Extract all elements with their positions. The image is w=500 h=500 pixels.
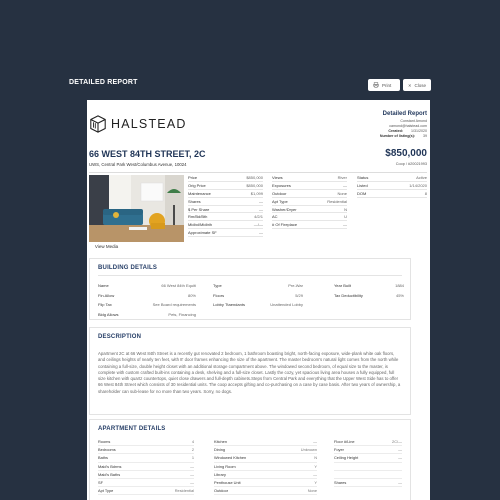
fact-row	[272, 213, 347, 221]
building-row-value: Pre-War	[288, 283, 303, 289]
apartment-row	[334, 479, 402, 487]
apartment-row-label: Bedrooms	[98, 447, 116, 453]
close-button[interactable]	[403, 79, 431, 91]
apartment-row-value: —	[190, 463, 194, 469]
apartment-row-label: Shares	[334, 480, 347, 486]
building-row-label: Lobby Ttaendants	[213, 302, 245, 308]
fact-row-value: U	[344, 214, 347, 220]
agent-name: Constant Amond	[400, 119, 427, 123]
fact-row-label: $ Per Share	[188, 206, 210, 212]
fact-row-label: Washer/Dryer	[272, 206, 297, 212]
fact-row-value: N	[344, 206, 347, 212]
apartment-row-label: Windowed Kitchen	[214, 455, 247, 461]
fact-row-label: Listed	[357, 182, 368, 188]
apartment-row-label: Rooms	[98, 439, 111, 445]
description-heading: DESCRIPTION	[98, 334, 142, 340]
building-row	[334, 281, 404, 291]
building-row-value: 1884	[395, 283, 404, 289]
fact-row	[272, 206, 347, 214]
apartment-row-label: Library	[214, 471, 226, 477]
fact-row-label: DOM	[357, 190, 367, 196]
fact-row-label: Midbd/Midbth	[188, 222, 213, 228]
apartment-row	[98, 438, 194, 446]
created-value: 1/31/2020	[411, 129, 427, 133]
fact-row-label: Orig Price	[188, 182, 206, 188]
apartment-row-value: —	[398, 480, 402, 486]
apartment-row	[214, 471, 317, 479]
facts-column-2	[272, 174, 347, 229]
apartment-row	[214, 479, 317, 487]
building-row-value: 5/29	[295, 292, 303, 298]
building-row-label: Bldg Allows	[98, 311, 119, 317]
fact-row-label: Status	[357, 174, 369, 180]
building-row	[213, 300, 303, 310]
building-row-label: Name	[98, 283, 109, 289]
apartment-row-label: SF	[98, 480, 103, 486]
printer-icon	[373, 82, 379, 88]
halstead-logo-icon	[89, 115, 107, 133]
fact-row-value: None	[337, 190, 347, 196]
fact-row-value: 4/2/1	[254, 214, 263, 220]
fact-row-label: Exposures	[272, 182, 291, 188]
apartment-column-2	[214, 438, 317, 495]
apartment-row-label: Dining	[214, 447, 226, 453]
fact-row-value: —/—	[253, 222, 263, 228]
fact-row-label: Price	[188, 174, 198, 180]
building-row-value: See Board requirements	[152, 302, 196, 308]
building-row	[334, 291, 404, 301]
building-row-value: Pets, Financing	[168, 311, 196, 317]
fact-row-label: Rm/Bd/Bth	[188, 214, 208, 220]
view-media-link[interactable]: View Media	[94, 244, 119, 249]
fact-row-value: $1,099	[250, 190, 263, 196]
report-info-heading: Detailed Report	[382, 111, 427, 117]
close-icon	[408, 83, 411, 88]
fact-row	[188, 213, 263, 221]
apartment-row-label: Apt Type	[98, 488, 114, 494]
apartment-row-value: N	[314, 455, 317, 461]
fact-row-value: $850,000	[246, 182, 263, 188]
listing-address: 66 WEST 84TH STREET, 2C	[89, 149, 206, 159]
fact-row	[272, 190, 347, 198]
listings-label: Number of listing(s):	[379, 134, 415, 138]
fact-row	[188, 221, 263, 229]
fact-row	[188, 182, 263, 190]
apartment-row	[214, 446, 317, 454]
apartment-row-value: Unknown	[300, 447, 317, 453]
fact-row	[188, 198, 263, 206]
apartment-row-value: Y	[314, 463, 317, 469]
fact-row-value: —	[343, 182, 347, 188]
building-column-2	[213, 281, 303, 310]
apartment-column-3	[334, 438, 402, 487]
building-details-heading: BUILDING DETAILS	[98, 265, 158, 271]
building-row-value: 80%	[187, 292, 196, 298]
report-header-bar	[69, 76, 431, 94]
living-room-image	[89, 175, 184, 242]
apartment-row-label: Foyer	[334, 447, 344, 453]
apartment-row	[334, 446, 402, 454]
apartment-row-value: Residential	[174, 488, 194, 494]
fact-row	[188, 174, 263, 182]
apartment-row	[334, 438, 402, 446]
fact-row	[357, 190, 427, 198]
fact-row-value: —	[259, 206, 263, 212]
listing-type: Coop / #20021993	[395, 162, 427, 166]
apartment-row-value: —	[313, 471, 317, 477]
fact-row-value: —	[259, 230, 263, 236]
apartment-row-value: —	[190, 471, 194, 477]
print-button[interactable]	[368, 79, 400, 91]
facts-column-3	[357, 174, 427, 198]
building-row	[98, 281, 196, 291]
apartment-row-label: Outdoor	[214, 488, 229, 494]
fact-row-label: AC	[272, 214, 278, 220]
facts-column-1	[188, 174, 263, 237]
apartment-row-label: Living Room	[214, 463, 236, 469]
fact-row	[357, 174, 427, 182]
apartment-row-value: 1	[191, 455, 194, 461]
apartment-row-label: Maid's Bdrms	[98, 463, 122, 469]
description-text: Apartment 2C at 66 West 84th Street is a recently gut renovated 2 bedroom, 1 bathroom boasting bright, north-facing exposure, wide-plank white oak floors, and ceilings heights of nearly ten feet, with 8' door frames enhancing the size of the apartment. The master bedroom's natural light comes from the north while containing a full-size, double height closet with an additional storage compartment above. The windowed second bedroom, of equal size to the master, is complete with custom crafted built-ins containing a desk, shelving and a full-size closet. Lastly the cozy, yet spacious living area houses a fully equipped, full size kitchen with quartz countertops, quiet close drawers and full-depth cabinets.Steps from Central Park and everything that the Upper West Side has to offer 66 West 84th Street which consists of 30 residential units. The coop accepts gifting and co-purchasing on a case by case basis. After two years of ownership, a shareholder can sub-lease for no more than two years. Sorry, no dogs.	[98, 351, 401, 394]
apartment-row-value: None	[307, 488, 317, 494]
fact-row-value: —	[259, 198, 263, 204]
building-row	[98, 291, 196, 301]
brand-name: HALSTEAD	[111, 117, 187, 131]
fact-row-label: # Of Fireplace	[272, 222, 298, 228]
apartment-row-value: —	[313, 439, 317, 445]
building-row	[213, 291, 303, 301]
fact-row-value: Active	[416, 174, 427, 180]
apartment-row	[98, 471, 194, 479]
fact-row-label: Apt Type	[272, 198, 288, 204]
apartment-row-label: Baths	[98, 455, 108, 461]
close-label: Close	[414, 82, 426, 88]
fact-row	[272, 221, 347, 229]
building-row	[98, 300, 196, 310]
fact-row-label: Maintenance	[188, 190, 211, 196]
apartment-row-value: —	[398, 447, 402, 453]
listing-photo[interactable]	[89, 175, 184, 242]
description-panel	[89, 327, 411, 415]
apartment-row	[98, 479, 194, 487]
building-column-3	[334, 281, 404, 300]
apartment-details-panel	[89, 419, 411, 500]
fact-row-value: River	[337, 174, 347, 180]
fact-row-label: Shares	[188, 198, 201, 204]
apartment-row-value: 2	[191, 447, 194, 453]
fact-row	[272, 198, 347, 206]
fact-row	[357, 182, 427, 190]
created-label: Created:	[388, 129, 403, 133]
fact-row	[188, 206, 263, 214]
fact-row	[188, 229, 263, 237]
apartment-row-label: Maid's Baths	[98, 471, 121, 477]
apartment-column-1	[98, 438, 194, 495]
report-info	[380, 111, 427, 139]
fact-row-value: —	[343, 222, 347, 228]
apartment-row	[214, 454, 317, 462]
apartment-row	[98, 446, 194, 454]
building-row-label: Fin.Allow	[98, 292, 115, 298]
building-row-label: Type	[213, 283, 222, 289]
apartment-row-value: 4	[191, 439, 194, 445]
fact-row-value: 8	[424, 190, 427, 196]
fact-row	[272, 182, 347, 190]
fact-row	[272, 174, 347, 182]
report-title: DETAILED REPORT	[69, 79, 138, 86]
fact-row-label: Outdoor	[272, 190, 287, 196]
apartment-row-value: —	[398, 455, 402, 461]
agent-email: camond@halstead.com	[389, 124, 427, 128]
apartment-row	[214, 438, 317, 446]
apartment-row-label: Ceiling Height	[334, 455, 359, 461]
apartment-row-value: —	[190, 480, 194, 486]
apartment-row-label: Penthouse Unit	[214, 480, 241, 486]
apartment-row	[334, 471, 402, 479]
fact-row	[188, 190, 263, 198]
listing-price: $850,000	[385, 148, 427, 159]
apartment-row	[98, 463, 194, 471]
divider	[98, 275, 402, 276]
fact-row-value: $850,000	[246, 174, 263, 180]
apartment-row	[98, 454, 194, 462]
report-sheet	[87, 100, 430, 500]
building-row-value: Unattended Lobby	[270, 302, 303, 308]
building-row-label: Year Built	[334, 283, 351, 289]
apartment-row	[334, 454, 402, 462]
building-row-label: Tax Deductibility	[334, 292, 363, 298]
building-row	[213, 281, 303, 291]
apartment-details-heading: APARTMENT DETAILS	[98, 426, 166, 432]
apartment-row	[214, 463, 317, 471]
apartment-row	[98, 487, 194, 495]
fact-row-value: Residential	[327, 198, 347, 204]
listing-neighborhood: UWS, Central Park West/Columbus Avenue, 10024	[89, 162, 187, 167]
divider	[89, 172, 427, 173]
building-column-1	[98, 281, 196, 319]
fact-row-label: Views	[272, 174, 283, 180]
apartment-row-value: Y	[314, 480, 317, 486]
building-row	[98, 310, 196, 320]
building-row-value: 45%	[395, 292, 404, 298]
listings-value: 39	[423, 134, 427, 138]
building-details-panel	[89, 258, 411, 320]
print-label: Print	[382, 82, 392, 88]
building-row-label: Flip Tax	[98, 302, 112, 308]
apartment-row-label: Kitchen	[214, 439, 227, 445]
apartment-row	[214, 487, 317, 495]
fact-row-label: Approximate SF	[188, 230, 217, 236]
apartment-row-value: 2C/—	[392, 439, 402, 445]
building-row-value: 66 West 84th Equiti	[161, 283, 196, 289]
halstead-logo	[89, 114, 187, 134]
apartment-row	[334, 463, 402, 471]
building-row-label: Floors	[213, 292, 225, 298]
apartment-row-label: Floor #/Line	[334, 439, 355, 445]
fact-row-value: 1/14/2020	[409, 182, 427, 188]
